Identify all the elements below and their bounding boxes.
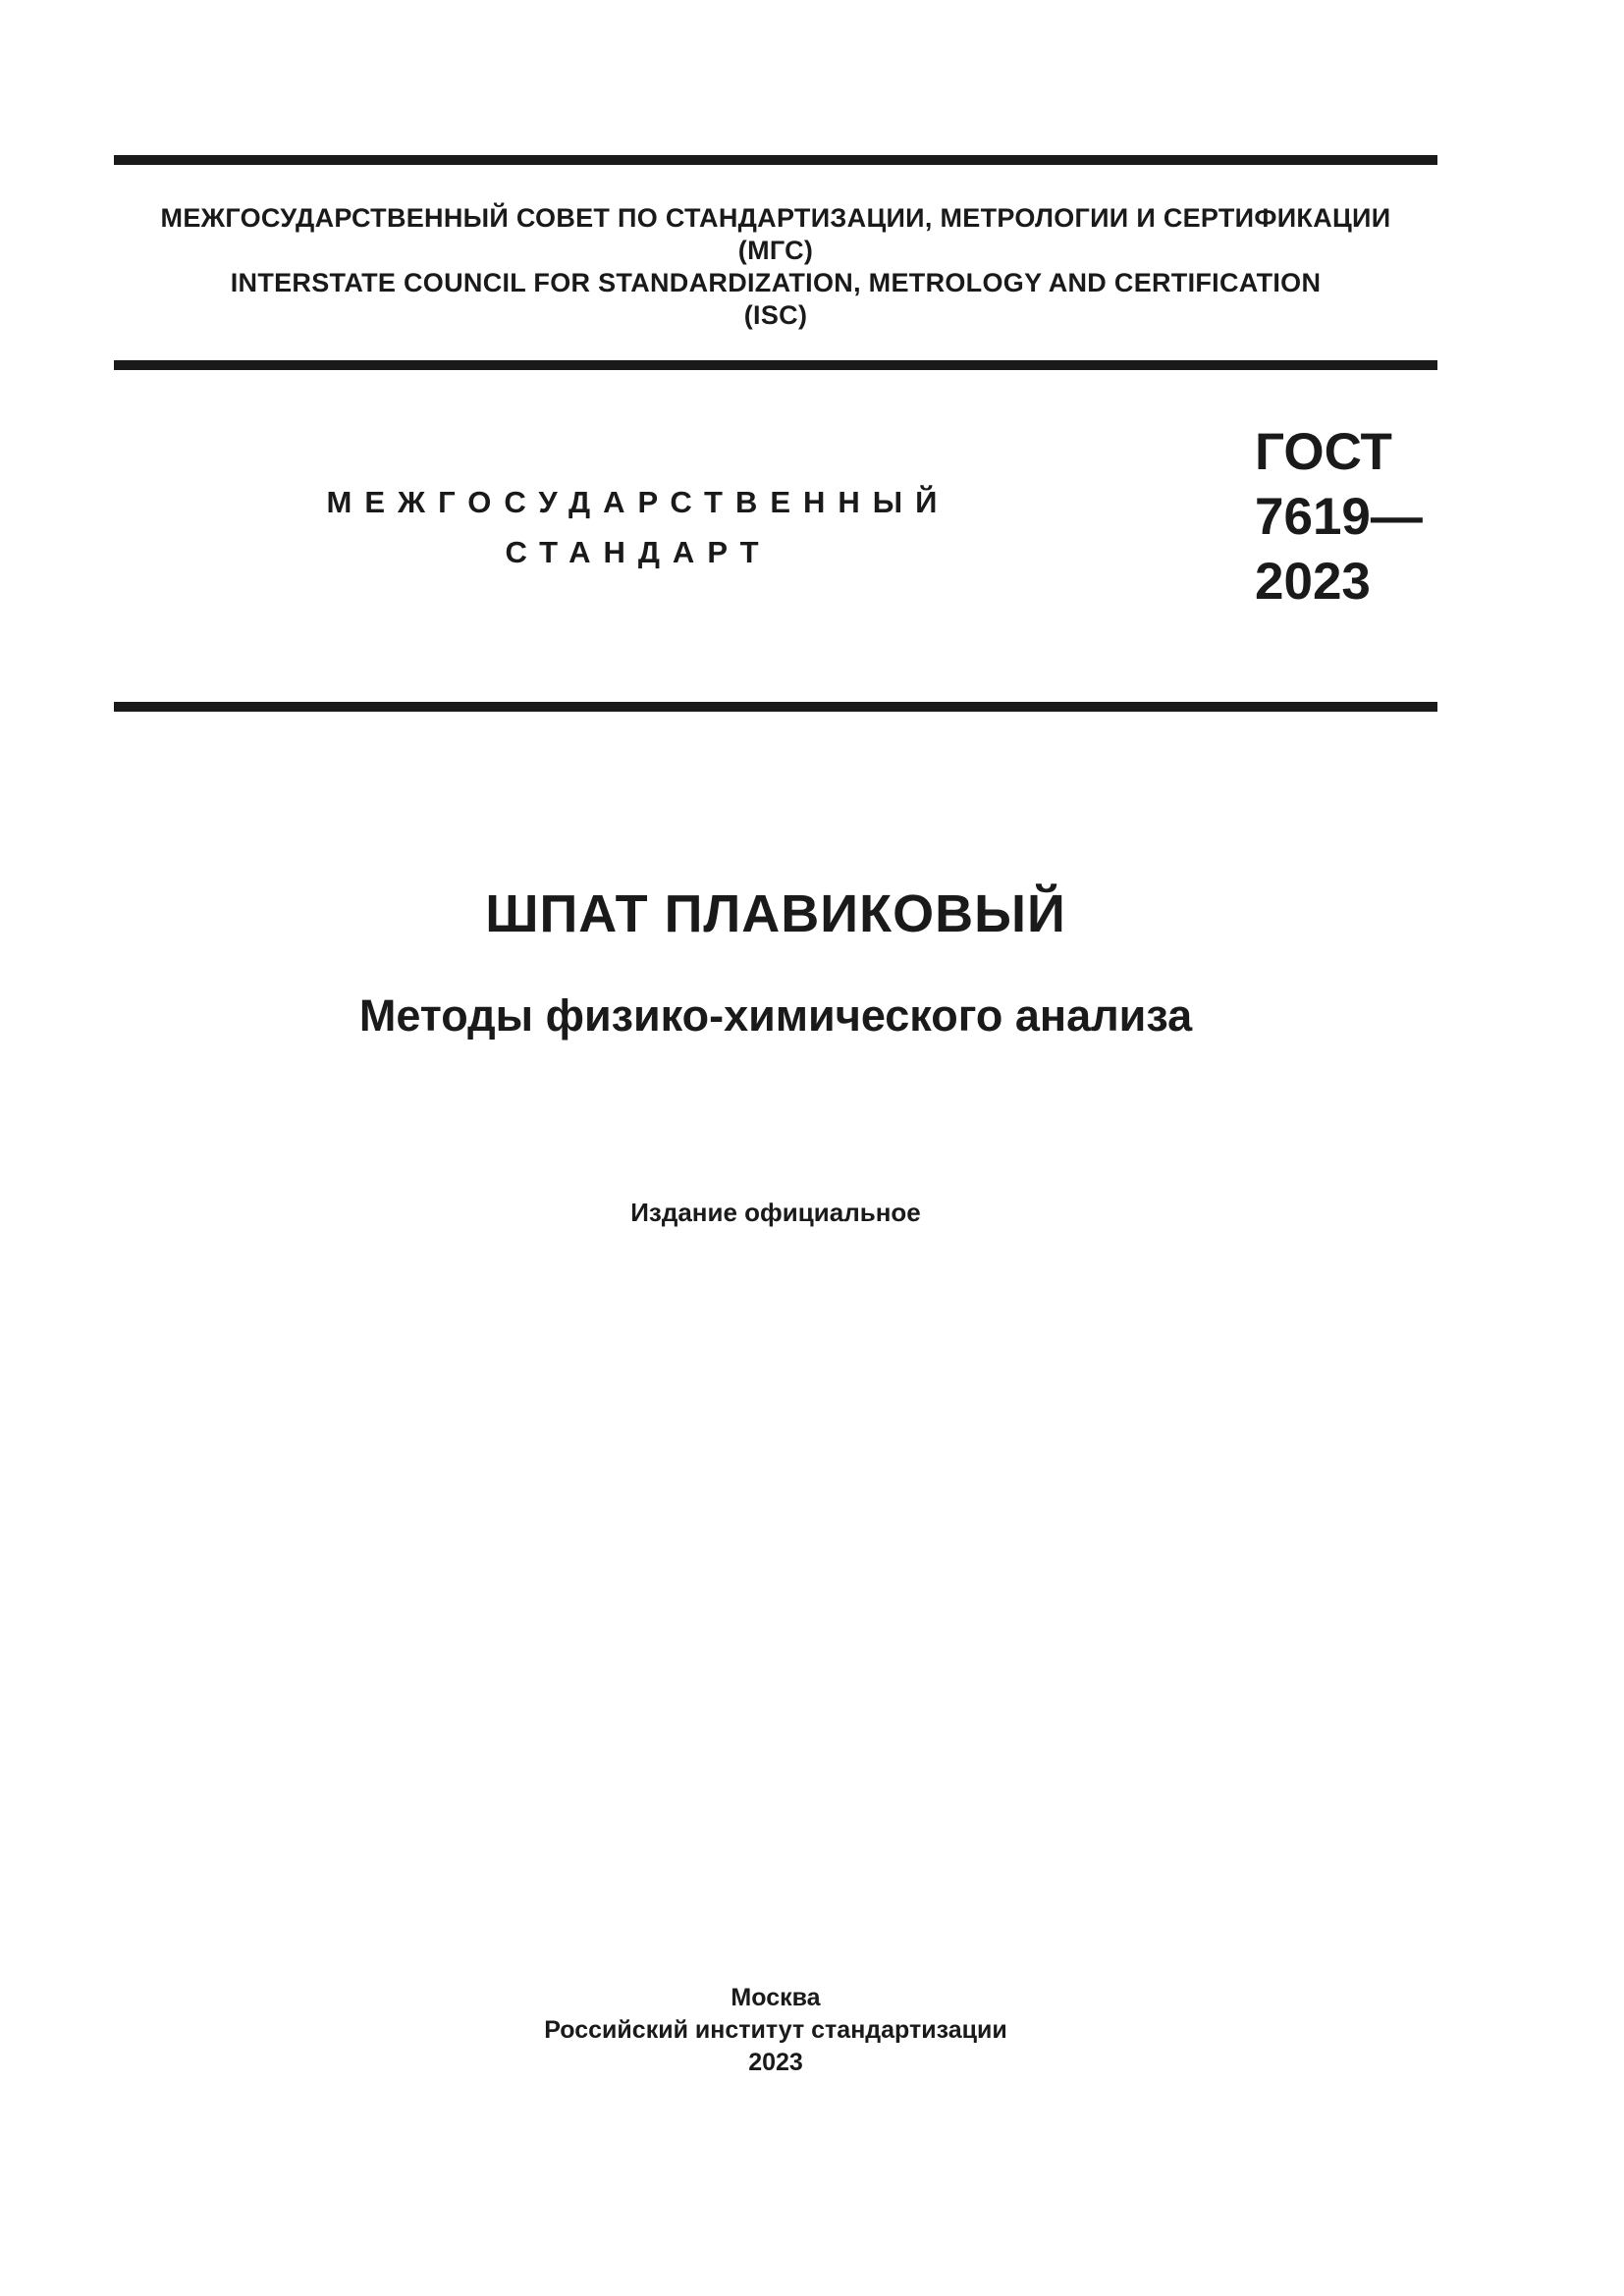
document-subtitle: Методы физико-химического анализа [358,990,1193,1041]
top-divider [114,155,1437,165]
council-divider [114,360,1437,370]
council-name-en: INTERSTATE COUNCIL FOR STANDARDIZATION, METROLOGY AND CERTIFICATION [230,268,1322,297]
imprint-publisher: Российский институт стандартизации [544,2016,1007,2044]
standard-kind [295,477,982,577]
imprint-year: 2023 [748,2049,803,2076]
standard-kind-line-1: МЕЖГОСУДАРСТВЕННЫЙ [326,485,950,519]
council-header [114,202,1437,332]
designation-prefix: ГОСТ [1255,423,1392,481]
header-bottom-divider [114,702,1437,712]
standard-kind-line-2: СТАНДАРТ [505,535,772,569]
council-name-ru: МЕЖГОСУДАРСТВЕННЫЙ СОВЕТ ПО СТАНДАРТИЗАЦИИ, МЕТРОЛОГИИ И СЕРТИФИКАЦИИ [160,203,1391,233]
designation-number: 7619— [1255,488,1423,546]
standard-designation [1255,420,1423,614]
document-title: ШПАТ ПЛАВИКОВЫЙ [485,884,1066,943]
council-abbr-ru: (МГС) [737,236,814,265]
designation-year: 2023 [1255,553,1371,611]
imprint [114,1982,1437,2079]
edition-label: Издание официальное [630,1198,921,1227]
council-abbr-en: (ISC) [743,300,808,330]
imprint-city: Москва [731,1984,821,2011]
